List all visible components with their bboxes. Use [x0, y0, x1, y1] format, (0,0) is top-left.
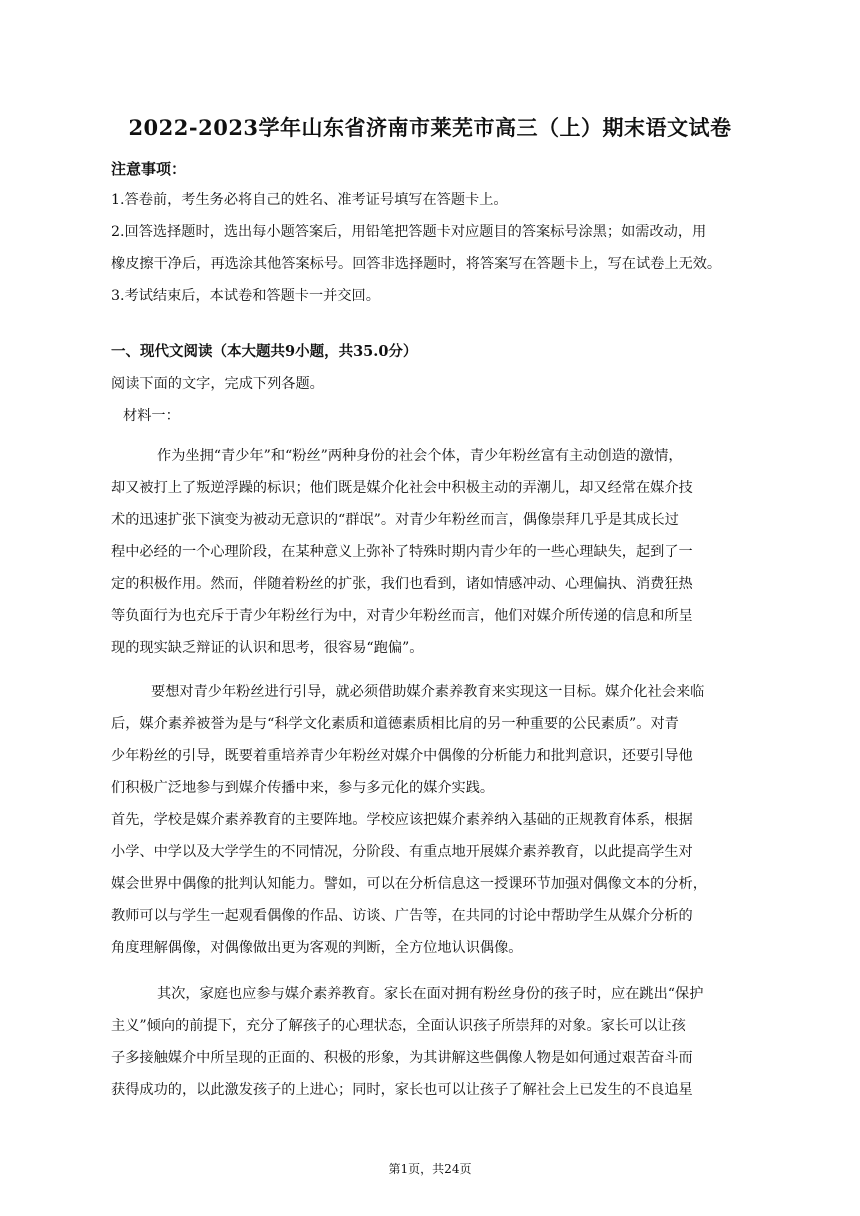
paragraph-4 — [111, 978, 751, 1106]
text-line: 角度理解偶像，对偶像做出更为客观的判断，全方位地认识偶像。 — [111, 940, 523, 956]
text-line: 术的迅速扩张下演变为被动无意识的“群氓”。对青少年粉丝而言，偶像崇拜几乎是其成长过 — [111, 512, 679, 528]
text-line: 首先，学校是媒介素养教育的主要阵地。学校应该把媒介素养纳入基础的正规教育体系，根据 — [111, 812, 693, 828]
text-line: 定的积极作用。然而，伴随着粉丝的扩张，我们也看到，诸如情感冲动、心理偏执、消费狂热 — [111, 576, 693, 592]
exam-title: 2022-2023学年山东省济南市莱芜市高三（上）期末语文试卷 — [128, 115, 732, 140]
text-line: 子多接触媒介中所呈现的正面的、积极的形象，为其讲解这些偶像人物是如何通过艰苦奋斗而 — [111, 1050, 693, 1066]
notice-item: 2.回答选择题时，选出每小题答案后，用铅笔把答题卡对应题目的答案标号涂黑；如需改动，用 — [111, 224, 707, 240]
text-line: 后，媒介素养被誉为是与“科学文化素质和道德素质相比肩的另一种重要的公民素质”。对青 — [111, 716, 679, 732]
text-line: 获得成功的，以此激发孩子的上进心；同时，家长也可以让孩子了解社会上已发生的不良追星 — [111, 1082, 693, 1098]
text-line: 主义”倾向的前提下，充分了解孩子的心理状态，全面认识孩子所崇拜的对象。家长可以让孩 — [111, 1018, 686, 1034]
notice-heading: 注意事项： — [111, 160, 187, 178]
notice-item: 橡皮擦干净后，再选涂其他答案标号。回答非选择题时，将答案写在答题卡上，写在试卷上无效。 — [111, 256, 722, 272]
text-line: 要想对青少年粉丝进行引导，就必须借助媒介素养教育来实现这一目标。媒介化社会来临 — [151, 684, 705, 700]
reading-instruction: 阅读下面的文字，完成下列各题。 — [111, 376, 324, 392]
text-line: 等负面行为也充斥于青少年粉丝行为中，对青少年粉丝而言，他们对媒介所传递的信息和所呈 — [111, 608, 693, 624]
text-line: 其次，家庭也应参与媒介素养教育。家长在面对拥有粉丝身份的孩子时，应在跳出“保护 — [157, 986, 704, 1002]
text-line: 小学、中学以及大学学生的不同情况，分阶段、有重点地开展媒介素养教育，以此提高学生对 — [111, 844, 693, 860]
notice-item: 3.考试结束后，本试卷和答题卡一并交回。 — [111, 288, 380, 304]
text-line: 作为坐拥“青少年”和“粉丝”两种身份的社会个体，青少年粉丝富有主动创造的激情， — [157, 448, 683, 464]
section-intro — [111, 368, 751, 432]
text-line: 们积极广泛地参与到媒介传播中来，参与多元化的媒介实践。 — [111, 780, 495, 796]
text-line: 却又被打上了叛逆浮躁的标识；他们既是媒介化社会中积极主动的弄潮儿，却又经常在媒介技 — [111, 480, 693, 496]
notice-list — [111, 184, 751, 312]
section-heading: 一、现代文阅读（本大题共9小题，共35.0分） — [111, 343, 418, 360]
text-line: 程中必经的一个心理阶段，在某种意义上弥补了特殊时期内青少年的一些心理缺失，起到了一 — [111, 544, 693, 560]
paragraph-3 — [111, 804, 751, 964]
notice-item: 1.答卷前，考生务必将自己的姓名、准考证号填写在答题卡上。 — [111, 192, 508, 208]
paragraph-2 — [111, 676, 751, 804]
paragraph-1 — [111, 440, 751, 664]
text-line: 现的现实缺乏辩证的认识和思考，很容易“跑偏”。 — [111, 640, 424, 656]
text-line: 媒会世界中偶像的批判认知能力。譬如，可以在分析信息这一授课环节加强对偶像文本的分析， — [111, 876, 707, 892]
text-line: 教师可以与学生一起观看偶像的作品、访谈、广告等，在共同的讨论中帮助学生从媒介分析的 — [111, 908, 693, 924]
material-label: 材料一： — [123, 408, 180, 424]
page-number: 第1页，共24页 — [388, 1162, 472, 1176]
text-line: 少年粉丝的引导，既要着重培养青少年粉丝对媒介中偶像的分析能力和批判意识，还要引导他 — [111, 748, 693, 764]
